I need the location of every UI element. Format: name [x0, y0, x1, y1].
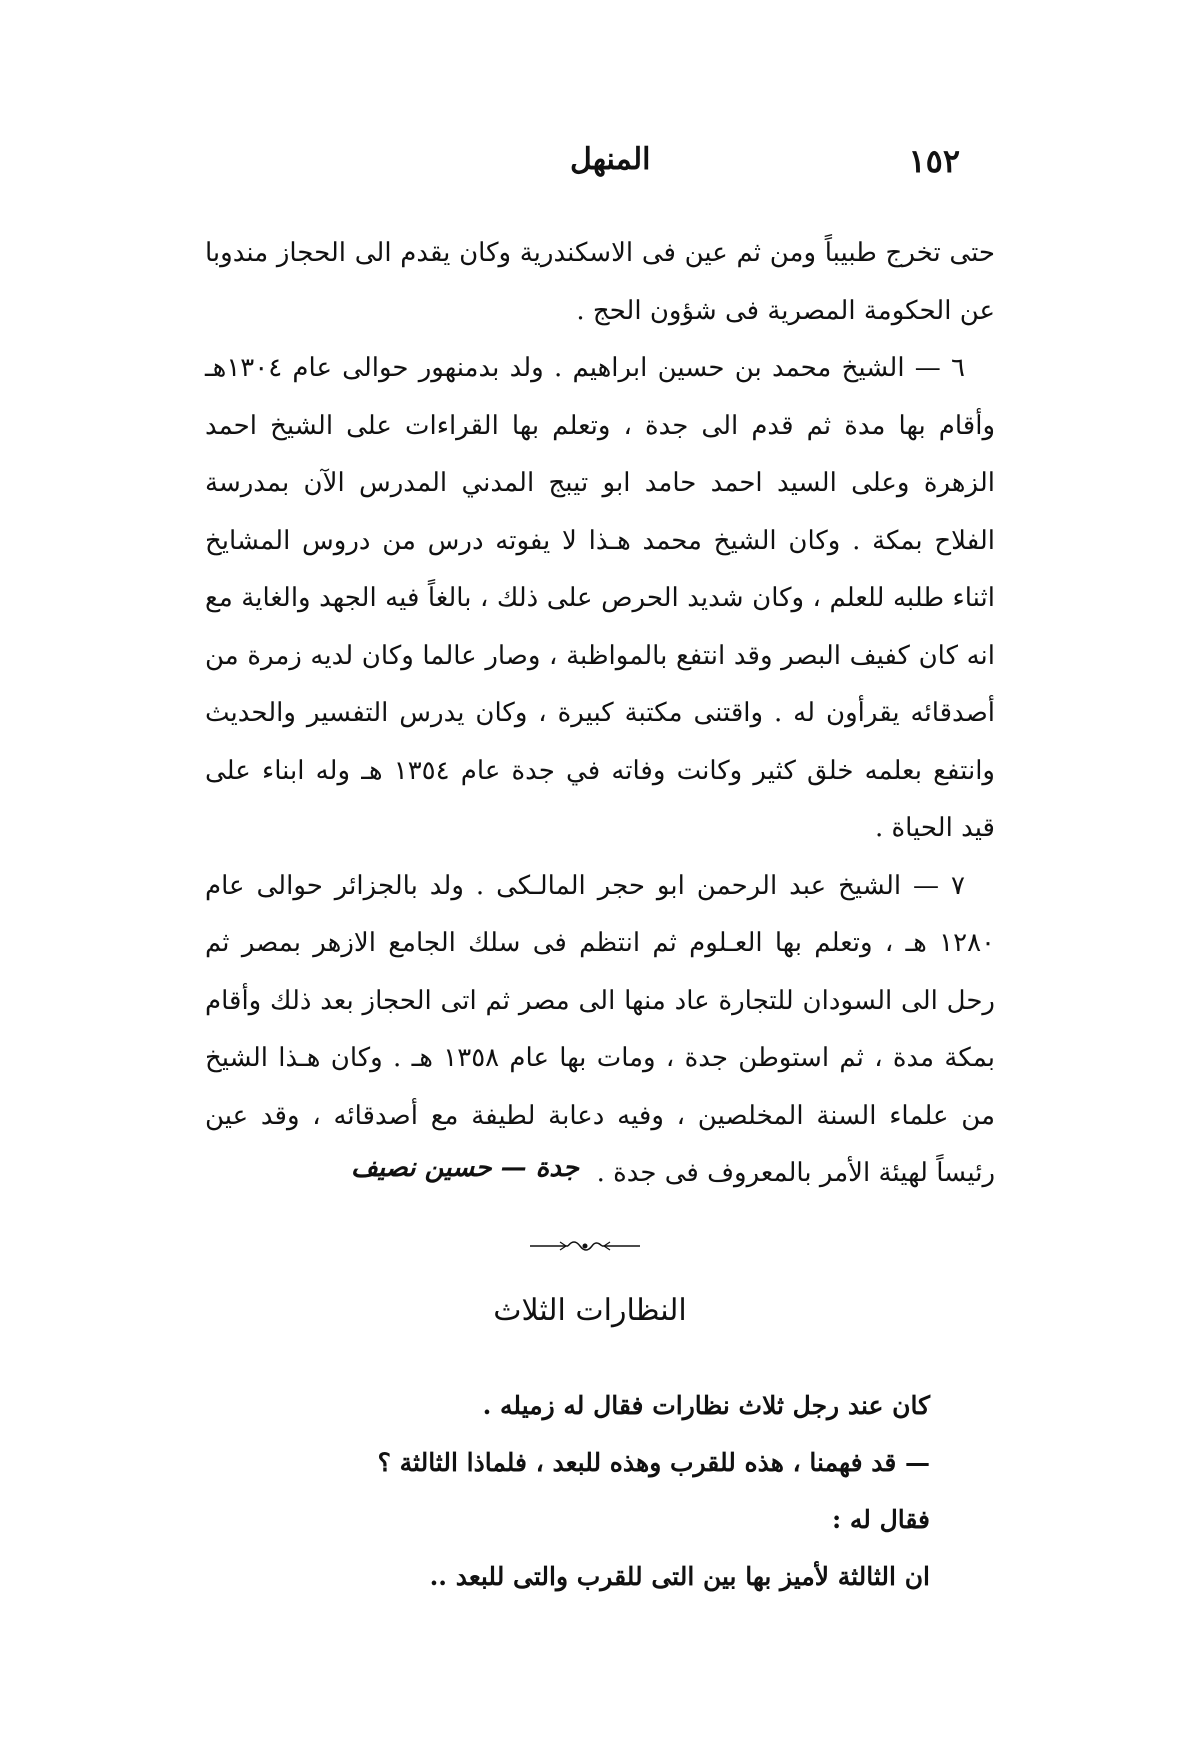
- page-header: [200, 142, 990, 192]
- biography-entry-6: ٦ — الشيخ محمد بن حسين ابراهيم . ولد بدمنهور حوالى عام ١٣٠٤هـ وأقام بها مدة ثم قدم الى جدة ، وتعلم بها القراءات على الشيخ احمد الزهرة وعلى السيد احمد حامد ابو تيبج المدني المدرس الآن بمدرسة الفلاح بمكة . وكان الشيخ محمد هـذا لا يفوته درس من دروس المشايخ اثناء طلبه للعلم ، وكان شديد الحرص على ذلك ، بالغاً فيه الجهد والغاية مع انه كان كفيف البصر وقد انتفع بالمواظبة ، وصار عالما وكان لديه زمرة من أصدقائه يقرأون له . واقتنى مكتبة كبيرة ، وكان يدرس التفسير والحديث وانتفع بعلمه خلق كثير وكانت وفاته في جدة عام ١٣٥٤ هـ وله ابناء على قيد الحياة .: [205, 353, 995, 843]
- anecdote-text: [280, 1377, 930, 1605]
- ornament-divider-icon: [530, 1236, 640, 1256]
- anecdote-line: — قد فهمنا ، هذه للقرب وهذه للبعد ، فلماذا الثالثة ؟: [377, 1448, 930, 1477]
- article-body: [205, 225, 995, 1203]
- journal-name: المنهل: [570, 142, 651, 177]
- section-title: النظارات الثلاث: [493, 1293, 687, 1328]
- page-number: ١٥٢: [908, 142, 960, 180]
- anecdote-line: فقال له :: [831, 1505, 930, 1534]
- author-signature: جدة — حسين نصيف: [351, 1153, 579, 1183]
- biography-entry-7: ٧ — الشيخ عبد الرحمن ابو حجر المالـكى . ولد بالجزائر حوالى عام ١٢٨٠ هـ ، وتعلم بها العـلوم ثم انتظم فى سلك الجامع الازهر بمصر ثم رحل الى السودان للتجارة عاد منها الى مصر ثم اتى الحجاز بعد ذلك وأقام بمكة مدة ، ثم استوطن جدة ، ومات بها عام ١٣٥٨ هـ . وكان هـذا الشيخ من علماء السنة المخلصين ، وفيه دعابة لطيفة مع أصدقائه ، وقد عين رئيساً لهيئة الأمر بالمعروف فى جدة .: [205, 870, 995, 1188]
- anecdote-line: ان الثالثة لأميز بها بين التى للقرب والتى للبعد ..: [429, 1562, 930, 1591]
- anecdote-line: كان عند رجل ثلاث نظارات فقال له زميله .: [482, 1391, 930, 1420]
- intro-paragraph: حتى تخرج طبيباً ومن ثم عين فى الاسكندرية وكان يقدم الى الحجاز مندوبا عن الحكومة المصرية فى شؤون الحج .: [205, 238, 995, 326]
